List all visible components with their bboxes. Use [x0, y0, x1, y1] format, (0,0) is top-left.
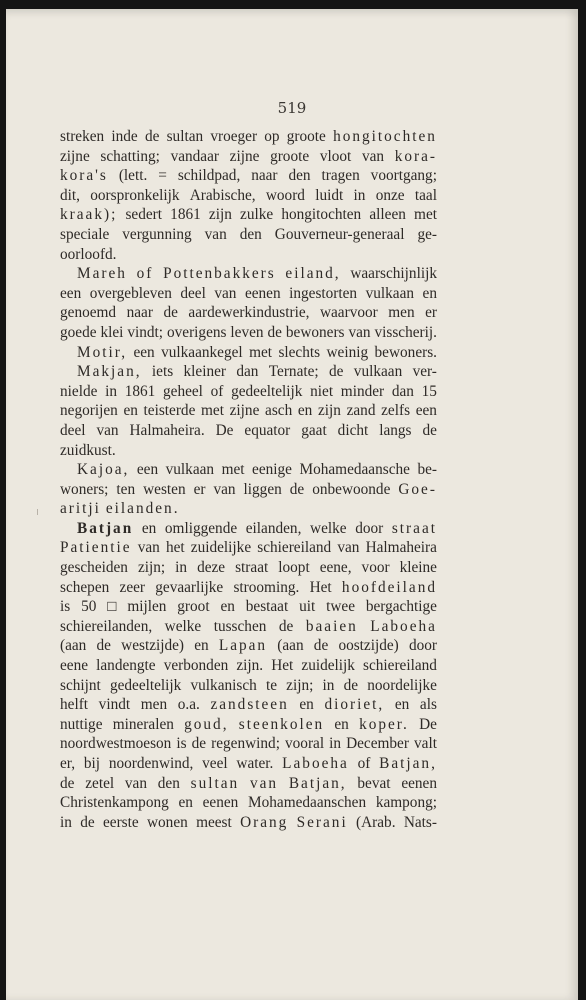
- text-line: speciale vergunning van den Gouverneur-generaal ge-: [60, 225, 437, 243]
- text-line: dit, oorspronkelijk Arabische, woord luidt in onze taal: [60, 186, 437, 204]
- text-line: nuttige mineralen goud, steenkolen en koper. De: [60, 715, 437, 733]
- text-line: Mareh of Pottenbakkers eiland, waarschijnlijk: [77, 265, 437, 283]
- text-line: aritji eilanden.: [60, 500, 180, 518]
- text-line: kraak); sedert 1861 zijn zulke hongitochten alleen met: [60, 206, 437, 224]
- text-line: Kajoa, een vulkaan met eenige Mohamedaansche be-: [77, 461, 437, 479]
- text-line: eene landengte verbonden zijn. Het zuidelijk schiereiland: [60, 657, 437, 675]
- body-text: [60, 127, 437, 832]
- text-line: goede klei vindt; overigens leven de bewoners van visscherij.: [60, 323, 437, 341]
- paper-speck: [37, 509, 38, 515]
- text-line: is 50 □ mijlen groot en bestaat uit twee bergachtige: [60, 598, 437, 616]
- text-line: helft vindt men o.a. zandsteen en dioriet, en als: [60, 696, 437, 714]
- text-line: streken inde de sultan vroeger op groote hongitochten: [60, 128, 437, 145]
- text-line: Batjan en omliggende eilanden, welke door straat: [77, 519, 437, 537]
- text-line: negorijen en teisterde met zijne asch en zijn zand zelfs een: [60, 402, 437, 420]
- text-line: Makjan, iets kleiner dan Ternate; de vulkaan ver-: [77, 363, 437, 381]
- text-line: een overgebleven deel van eenen ingestorten vulkaan en: [60, 284, 437, 302]
- text-line: de zetel van den sultan van Batjan, bevat eenen: [60, 774, 437, 792]
- text-line: deel van Halmaheira. De equator gaat dicht langs de: [60, 421, 437, 439]
- text-line: zuidkust.: [60, 441, 116, 459]
- book-page: [6, 9, 578, 1000]
- text-line: (aan de westzijde) en Lapan (aan de oostzijde) door: [60, 637, 437, 655]
- page-number: 519: [277, 99, 307, 117]
- text-line: Motir, een vulkaankegel met slechts weinig bewoners.: [77, 343, 437, 361]
- text-line: schijnt gedeeltelijk vulkanisch te zijn; in de noordelijke: [60, 676, 437, 694]
- text-line: woners; ten westen er van liggen de onbewoonde Goe-: [60, 480, 437, 498]
- text-line: gescheiden zijn; in deze straat loopt eene, voor kleine: [60, 559, 437, 577]
- text-line: schepen zeer gevaarlijke strooming. Het hoofdeiland: [60, 578, 437, 596]
- text-line: kora's (lett. = schildpad, naar den tragen voortgang;: [60, 167, 437, 185]
- text-line: Patientie van het zuidelijke schiereiland van Halmaheira: [60, 539, 437, 557]
- text-line: oorloofd.: [60, 245, 117, 263]
- text-line: nielde in 1861 geheel of gedeeltelijk niet minder dan 15: [60, 382, 437, 400]
- text-line: er, bij noordenwind, veel water. Laboeha of Batjan,: [60, 755, 437, 772]
- text-line: Christenkampong en eenen Mohamedaanschen kampong;: [60, 794, 437, 812]
- text-line: noordwestmoeson is de regenwind; vooral in December valt: [60, 735, 437, 753]
- text-line: in de eerste wonen meest Orang Serani (Arab. Nats-: [60, 813, 437, 831]
- text-line: zijne schatting; vandaar zijne groote vloot van kora-: [60, 147, 437, 165]
- text-line: schiereilanden, welke tusschen de baaien Laboeha: [60, 617, 437, 635]
- text-line: genoemd naar de aardewerkindustrie, waarvoor men er: [60, 304, 437, 322]
